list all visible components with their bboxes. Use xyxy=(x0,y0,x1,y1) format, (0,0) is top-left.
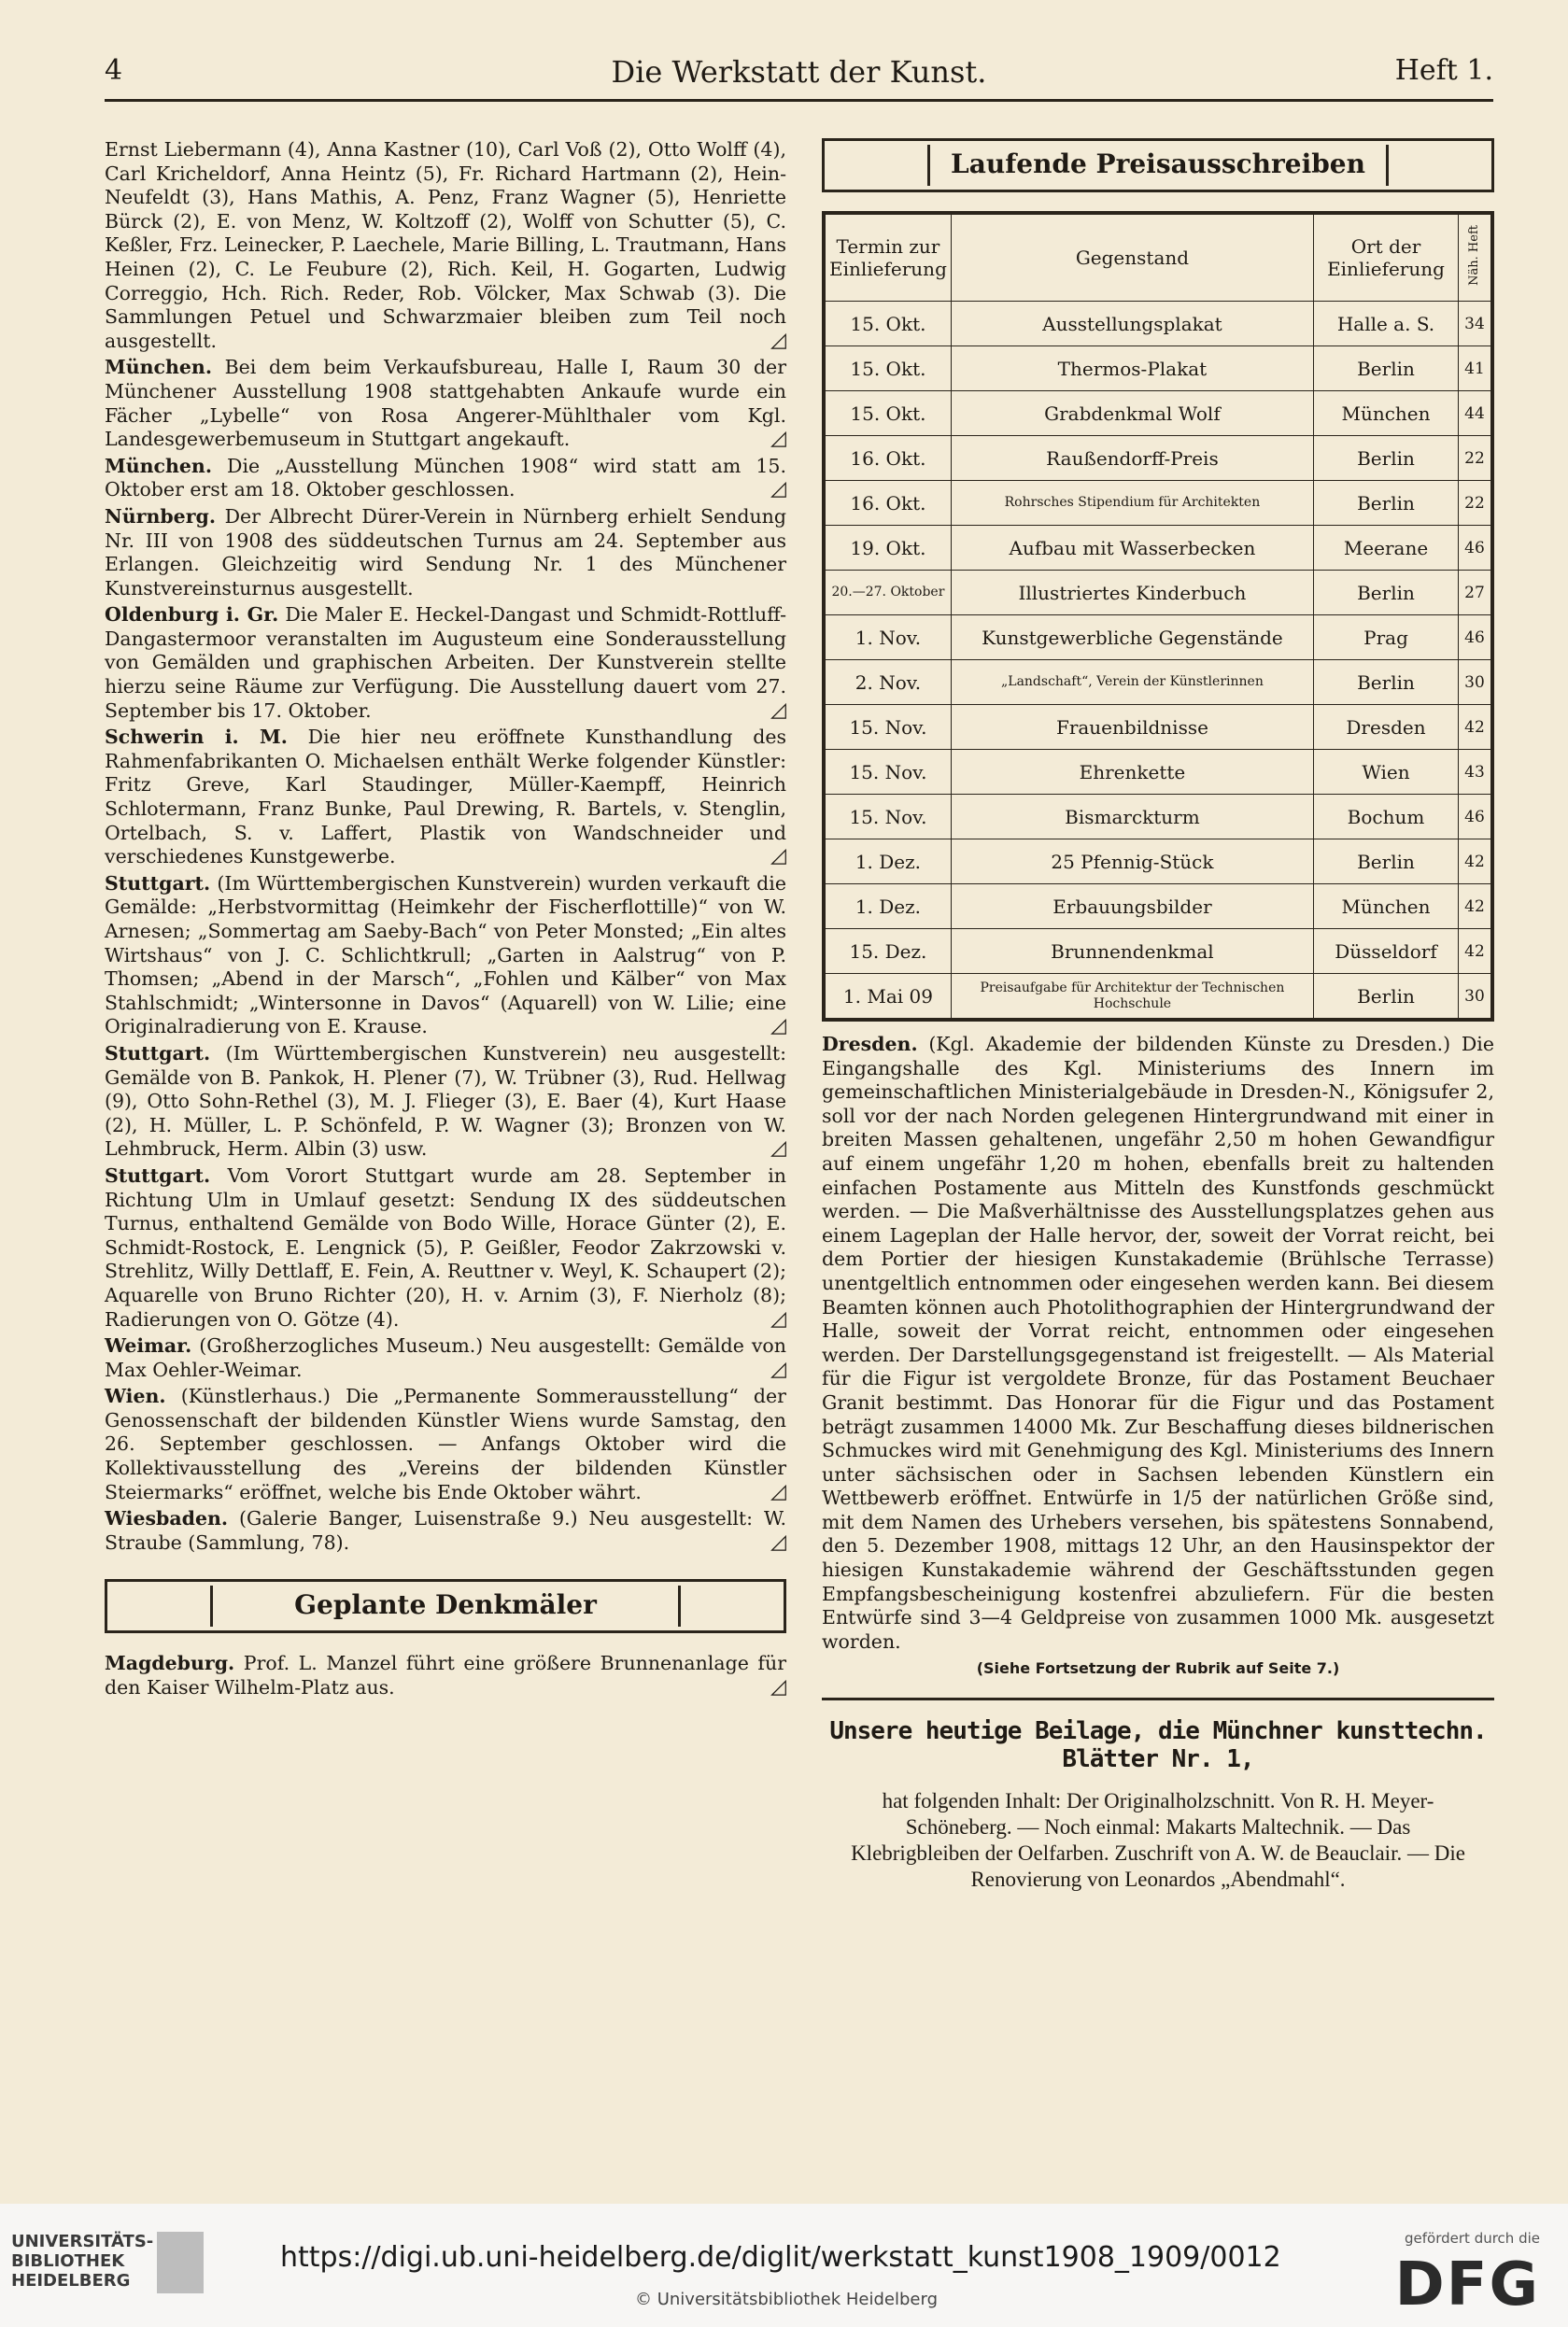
header-termin: Termin zur Einlieferung xyxy=(826,215,952,302)
table-row xyxy=(826,615,1491,660)
news-item-lead: Weimar. xyxy=(105,1334,192,1358)
end-mark-icon: ◿ xyxy=(770,1479,786,1503)
table-row xyxy=(826,750,1491,795)
news-item-lead: Nürnberg. xyxy=(105,504,216,528)
header-ort: Ort der Einlieferung xyxy=(1314,215,1459,302)
cell-heft: 46 xyxy=(1459,795,1491,839)
news-item-lead: Stuttgart. xyxy=(105,1164,211,1187)
cell-gegenstand: Erbauungsbilder xyxy=(951,884,1313,929)
news-item-lead: Wien. xyxy=(105,1385,166,1408)
cell-ort: Prag xyxy=(1314,615,1459,660)
table-row xyxy=(826,526,1491,571)
cell-gegenstand: Grabdenkmal Wolf xyxy=(951,391,1313,436)
cell-heft: 42 xyxy=(1459,839,1491,884)
cell-gegenstand: Frauenbildnisse xyxy=(951,705,1313,750)
news-item-text: Der Albrecht Dürer-Verein in Nürnberg erhielt Sendung Nr. III von 1908 des süddeutschen Turnus am 24. September aus Erlangen. Gleichzeitig wird Sendung Nr. 1 des Münchener Kunstvereinsturnus ausgestellt. xyxy=(105,504,786,599)
table-row xyxy=(826,929,1491,974)
cell-gegenstand: Ausstellungsplakat xyxy=(951,302,1313,346)
cell-termin: 1. Dez. xyxy=(826,884,952,929)
cell-heft: 46 xyxy=(1459,615,1491,660)
end-mark-icon: ◿ xyxy=(770,1136,786,1161)
cell-termin: 1. Dez. xyxy=(826,839,952,884)
table-row xyxy=(826,481,1491,526)
cell-termin: 2. Nov. xyxy=(826,660,952,705)
cell-gegenstand: Bismarckturm xyxy=(951,795,1313,839)
news-item-text: (Künstlerhaus.) Die „Permanente Sommerausstellung“ der Genossenschaft der bildenden Künstler Wiens wurde Samstag, den 26. September geschlossen. — Anfangs Oktober wird die Kollektivausstellung des „Vereins der bildenden Künstler Steiermarks“ eröffnet, welche bis Ende Oktober währt. xyxy=(105,1385,786,1503)
journal-title: Die Werkstatt der Kunst. xyxy=(611,54,987,90)
table-row xyxy=(826,974,1491,1019)
table-row xyxy=(826,346,1491,391)
news-item xyxy=(105,1164,786,1332)
competitions-table xyxy=(825,214,1491,1019)
table-row xyxy=(826,571,1491,615)
end-mark-icon: ◿ xyxy=(770,427,786,451)
cell-heft: 42 xyxy=(1459,705,1491,750)
cell-heft: 42 xyxy=(1459,929,1491,974)
supplement-title: Unsere heutige Beilage, die Münchner kunsttechn. Blätter Nr. 1, xyxy=(829,1717,1487,1774)
news-item xyxy=(105,1507,786,1555)
table-row xyxy=(826,839,1491,884)
cell-ort: Berlin xyxy=(1314,481,1459,526)
news-item xyxy=(105,872,786,1039)
cell-ort: Berlin xyxy=(1314,660,1459,705)
cell-heft: 27 xyxy=(1459,571,1491,615)
news-item-text: Die Maler E. Heckel-Dangast und Schmidt-Rottluff-Dangastermoor veranstalten im Augusteum eine Sonderausstellung von Gemälden und graphischen Arbeiten. Der Kunstverein stellte hierzu seine Räume zur Verfügung. Die Ausstellung dauert vom 27. September bis 17. Oktober. xyxy=(105,603,786,722)
header-gegenstand: Gegenstand xyxy=(951,215,1313,302)
cell-termin: 1. Nov. xyxy=(826,615,952,660)
cell-heft: 30 xyxy=(1459,660,1491,705)
cell-termin: 19. Okt. xyxy=(826,526,952,571)
end-mark-icon: ◿ xyxy=(770,1014,786,1038)
end-mark-icon: ◿ xyxy=(770,1306,786,1331)
cell-gegenstand: Preisaufgabe für Architektur der Technischen Hochschule xyxy=(951,974,1313,1019)
supplement-text: hat folgenden Inhalt: Der Originalholzschnitt. Von R. H. Meyer-Schöneberg. — Noch einmal: Makarts Maltechnik. — Das Klebrigbleiben der Oelfarben. Zuschrift von A. W. de Beauclair. — Die Renovierung von Leonardos „Abendmahl“. xyxy=(851,1789,1465,1892)
end-mark-icon: ◿ xyxy=(770,328,786,352)
cell-termin: 15. Okt. xyxy=(826,302,952,346)
cell-gegenstand: „Landschaft“, Verein der Künstlerinnen xyxy=(951,660,1313,705)
cell-gegenstand: Aufbau mit Wasserbecken xyxy=(951,526,1313,571)
section-header-monuments xyxy=(105,1579,786,1633)
cell-ort: München xyxy=(1314,884,1459,929)
news-item-text: Die „Ausstellung München 1908“ wird statt am 15. Oktober erst am 18. Oktober geschlossen. xyxy=(105,454,786,501)
table-row xyxy=(826,391,1491,436)
section-title-competitions: Laufende Preisausschreiben xyxy=(927,145,1389,186)
news-item-lead: Stuttgart. xyxy=(105,871,211,895)
cell-ort: Bochum xyxy=(1314,795,1459,839)
cell-ort: Berlin xyxy=(1314,571,1459,615)
cell-ort: Berlin xyxy=(1314,839,1459,884)
cell-termin: 15. Nov. xyxy=(826,750,952,795)
news-list xyxy=(105,138,786,1555)
cell-termin: 16. Okt. xyxy=(826,481,952,526)
cell-gegenstand: Illustriertes Kinderbuch xyxy=(951,571,1313,615)
table-row xyxy=(826,660,1491,705)
cell-gegenstand: 25 Pfennig-Stück xyxy=(951,839,1313,884)
news-item xyxy=(105,356,786,451)
news-item-lead: Magdeburg. xyxy=(105,1652,235,1675)
divider xyxy=(822,1698,1494,1700)
left-column xyxy=(105,138,786,1703)
dresden-text: (Kgl. Akademie der bildenden Künste zu Dresden.) Die Eingangshalle des Kgl. Ministeriums des Innern im gemeinschaftlichen Ministerialgebäude in Dresden-N., Königsufer 2, soll vor der nach Norden gelegenen Hintergrundwand mit einer in breiten Massen gehaltenen, ungefähr 2,50 m hohen Gewandfigur auf einem ungefähr 1,20 m hohen, ebenfalls breit zu haltenden einfachen Postamente aus Mitteln des Kunstfonds geschmückt werden. — Die Maßverhältnisse des Ausstellungsplatzes gehen aus einem Lageplan der Halle hervor, der, soweit der Vorrat reicht, bei dem Portier der hiesigen Kunstakademie (Brühlsche Terrasse) unentgeltlich entnommen oder eingesehen werden kann. Bei diesem Beamten können auch Photolithographien der Hintergrundwand der Halle, soweit der Vorrat reicht, entnommen oder eingesehen werden. Der Darstellungsgegenstand ist freigestellt. — Als Material für die Figur ist vergoldete Bronze, für das Postament Beuchaer Granit bestimmt. Das Honorar für die Figur und das Postament beträgt zusammen 14000 Mk. Zur Beschaffung dieses bildnerischen Schmuckes wird mit Genehmigung des Kgl. Ministeriums des Innern unter sächsischen oder in Sachsen lebenden Künstlern ein Wettbewerb eröffnet. Entwürfe in 1/5 der natürlichen Größe sind, mit dem Namen des Urhebers versehen, bis spätestens Sonnabend, den 5. Dezember 1908, mittags 12 Uhr, an den Hausinspektor der hiesigen Kunstakademie während der Geschäftsstunden gegen Empfangsbescheinigung kostenfrei abzuliefern. Für die besten Entwürfe sind 3—4 Geldpreise von zusammen 1000 Mk. ausgesetzt worden. xyxy=(822,1033,1494,1653)
table-row xyxy=(826,884,1491,929)
cell-ort: Berlin xyxy=(1314,436,1459,481)
cell-heft: 22 xyxy=(1459,481,1491,526)
page-number: 4 xyxy=(105,54,123,87)
news-item xyxy=(105,505,786,600)
right-column xyxy=(822,138,1494,1893)
section-title-monuments: Geplante Denkmäler xyxy=(210,1586,681,1627)
table-row xyxy=(826,302,1491,346)
news-item xyxy=(105,1385,786,1504)
cell-ort: Wien xyxy=(1314,750,1459,795)
viewer-footer xyxy=(0,2204,1568,2327)
section-header-competitions xyxy=(822,138,1494,192)
dresden-lead: Dresden. xyxy=(822,1033,918,1055)
news-item-lead: München. xyxy=(105,356,212,379)
table-row xyxy=(826,705,1491,750)
cell-heft: 34 xyxy=(1459,302,1491,346)
news-item-lead: Stuttgart. xyxy=(105,1041,211,1065)
competitions-table-frame xyxy=(822,211,1494,1022)
cell-ort: Berlin xyxy=(1314,974,1459,1019)
news-item xyxy=(105,455,786,502)
permalink-url[interactable]: https://digi.ub.uni-heidelberg.de/diglit/werkstatt_kunst1908_1909/0012 xyxy=(280,2241,1281,2274)
cell-gegenstand: Ehrenkette xyxy=(951,750,1313,795)
cell-termin: 16. Okt. xyxy=(826,436,952,481)
cell-termin: 1. Mai 09 xyxy=(826,974,952,1019)
cell-ort: Meerane xyxy=(1314,526,1459,571)
cell-heft: 42 xyxy=(1459,884,1491,929)
news-item-text: (Im Württembergischen Kunstverein) wurden verkauft die Gemälde: „Herbstvormittag (Heimkehr der Fischerflottille)“ von W. Arnesen; „Sommertag am Saeby-Bach“ von Peter Monsted; „Ein altes Wirtshaus“ von J. C. Schlichtkrull; „Garten in Aalstrug“ von P. Thomsen; „Abend in der Marsch“, „Fohlen und Kälber“ von Max Stahlschmidt; „Wintersonne in Davos“ (Aquarell) von W. Lilie; eine Originalradierung von E. Krause. xyxy=(105,871,786,1038)
cell-termin: 15. Nov. xyxy=(826,795,952,839)
cell-termin: 15. Dez. xyxy=(826,929,952,974)
news-item-text: Ernst Liebermann (4), Anna Kastner (10), Carl Voß (2), Otto Wolff (4), Carl Kricheldorf, Anna Heintz (5), Fr. Richard Hartmann (2), Hein-Neufeldt (3), Hans Mathis, A. Penz, Franz Wagner (5), Henriette Bürck (2), E. von Menz, W. Koltzoff (2), Wolff von Schutter (5), C. Keßler, Frz. Leinecker, P. Laechele, Marie Billing, L. Trautmann, Hans Heinen (2), C. Le Feubure (2), Rich. Keil, H. Gogarten, Ludwig Correggio, Hch. Rich. Reder, Rob. Völcker, Max Schwab (3). Die Sammlungen Petuel und Schwarzmaier bleiben zum Teil noch ausgestellt. xyxy=(105,138,786,352)
news-item xyxy=(105,726,786,869)
news-item xyxy=(105,1334,786,1382)
news-item xyxy=(105,138,786,353)
news-item-text: Vom Vorort Stuttgart wurde am 28. September in Richtung Ulm in Umlauf gesetzt: Sendung IX des süddeutschen Turnus, enthaltend Gemälde von Bodo Wille, Horace Günter (2), E. Schmidt-Rostock, E. Lengnick (5), P. Geißler, Feodor Zakrzowski v. Strehlitz, Willy Dettlaff, E. Fein, A. Reuttner v. Weyl, K. Schaupert (2); Aquarelle von Bruno Richter (20), H. v. Arnim (3), F. Nierholz (8); Radierungen von O. Götze (4). xyxy=(105,1164,786,1331)
cell-heft: 30 xyxy=(1459,974,1491,1019)
dfg-logo[interactable]: DFG xyxy=(1394,2250,1540,2320)
table-row xyxy=(826,436,1491,481)
news-item-text: (Galerie Banger, Luisenstraße 9.) Neu ausgestellt: W. Straube (Sammlung, 78). xyxy=(105,1507,786,1554)
news-item xyxy=(105,1042,786,1162)
monuments-list xyxy=(105,1652,786,1699)
cell-heft: 46 xyxy=(1459,526,1491,571)
news-item-text: (Im Württembergischen Kunstverein) neu ausgestellt: Gemälde von B. Pankok, H. Plener (7), W. Trübner (3), Rud. Hellwag (9), Otto Sohn-Rethel (3), M. J. Flieger (3), E. Baer (4), Kurt Haase (2), H. Müller, L. P. Schönfeld, P. W. Wagner (3); Bronzen von W. Lehmbruck, Herm. Albin (3) usw. xyxy=(105,1041,786,1161)
cell-gegenstand: Thermos-Plakat xyxy=(951,346,1313,391)
cell-termin: 20.—27. Oktober xyxy=(826,571,952,615)
header-heft xyxy=(1459,215,1491,302)
issue-label: Heft 1. xyxy=(1394,54,1493,87)
cell-heft: 44 xyxy=(1459,391,1491,436)
cell-ort: Berlin xyxy=(1314,346,1459,391)
news-item xyxy=(105,603,786,723)
cell-heft: 43 xyxy=(1459,750,1491,795)
cell-termin: 15. Okt. xyxy=(826,391,952,436)
copyright: © Universitätsbibliothek Heidelberg xyxy=(635,2290,939,2309)
news-item-lead: Schwerin i. M. xyxy=(105,726,288,749)
cell-termin: 15. Okt. xyxy=(826,346,952,391)
end-mark-icon: ◿ xyxy=(770,844,786,868)
end-mark-icon: ◿ xyxy=(770,1530,786,1554)
cell-ort: Halle a. S. xyxy=(1314,302,1459,346)
library-logo-icon xyxy=(157,2232,204,2293)
library-logo[interactable]: UNIVERSITÄTS- BIBLIOTHEK HEIDELBERG xyxy=(11,2232,154,2291)
news-item-text: Die hier neu eröffnete Kunsthandlung des Rahmenfabrikanten O. Michaelsen enthält Werke folgender Künstler: Fritz Greve, Karl Staudinger, Müller-Kaempff, Heinrich Schlotermann, Franz Bunke, Paul Drewing, R. Bartels, v. Stenglin, Ortelbach, S. v. Laffert, Plastik von Wandschneider und verschiedenes Kunstgewerbe. xyxy=(105,726,786,868)
cell-ort: Düsseldorf xyxy=(1314,929,1459,974)
cell-gegenstand: Rohrsches Stipendium für Architekten xyxy=(951,481,1313,526)
dresden-paragraph xyxy=(822,1033,1494,1654)
news-item xyxy=(105,1652,786,1699)
news-item-lead: München. xyxy=(105,454,212,477)
table-row xyxy=(826,795,1491,839)
news-item-lead: Oldenburg i. Gr. xyxy=(105,603,279,627)
end-mark-icon: ◿ xyxy=(770,698,786,722)
cell-ort: Dresden xyxy=(1314,705,1459,750)
cell-heft: 22 xyxy=(1459,436,1491,481)
cell-gegenstand: Raußendorff-Preis xyxy=(951,436,1313,481)
cell-gegenstand: Brunnendenkmal xyxy=(951,929,1313,974)
header-heft-label: Näh. Heft xyxy=(1467,225,1481,286)
end-mark-icon: ◿ xyxy=(770,1357,786,1381)
news-item-text: Bei dem beim Verkaufsbureau, Halle I, Raum 30 der Münchener Ausstellung 1908 stattgehabten Ankaufe wurde ein Fächer „Lybelle“ von Rosa Angerer-Mühlthaler vom Kgl. Landesgewerbemuseum in Stuttgart angekauft. xyxy=(105,356,786,451)
dfg-caption: gefördert durch die xyxy=(1405,2230,1540,2247)
news-item-lead: Wiesbaden. xyxy=(105,1507,229,1530)
cell-termin: 15. Nov. xyxy=(826,705,952,750)
table-header-row xyxy=(826,215,1491,302)
end-mark-icon: ◿ xyxy=(770,477,786,501)
news-item-text: Prof. L. Manzel führt eine größere Brunnenanlage für den Kaiser Wilhelm-Platz aus. xyxy=(105,1652,786,1699)
running-head xyxy=(105,54,1493,102)
cell-heft: 41 xyxy=(1459,346,1491,391)
cell-ort: München xyxy=(1314,391,1459,436)
news-item-text: (Großherzogliches Museum.) Neu ausgestellt: Gemälde von Max Oehler-Weimar. xyxy=(105,1334,786,1381)
end-mark-icon: ◿ xyxy=(770,1675,786,1699)
cell-gegenstand: Kunstgewerbliche Gegenstände xyxy=(951,615,1313,660)
continuation-note: (Siehe Fortsetzung der Rubrik auf Seite 7.) xyxy=(976,1659,1340,1678)
